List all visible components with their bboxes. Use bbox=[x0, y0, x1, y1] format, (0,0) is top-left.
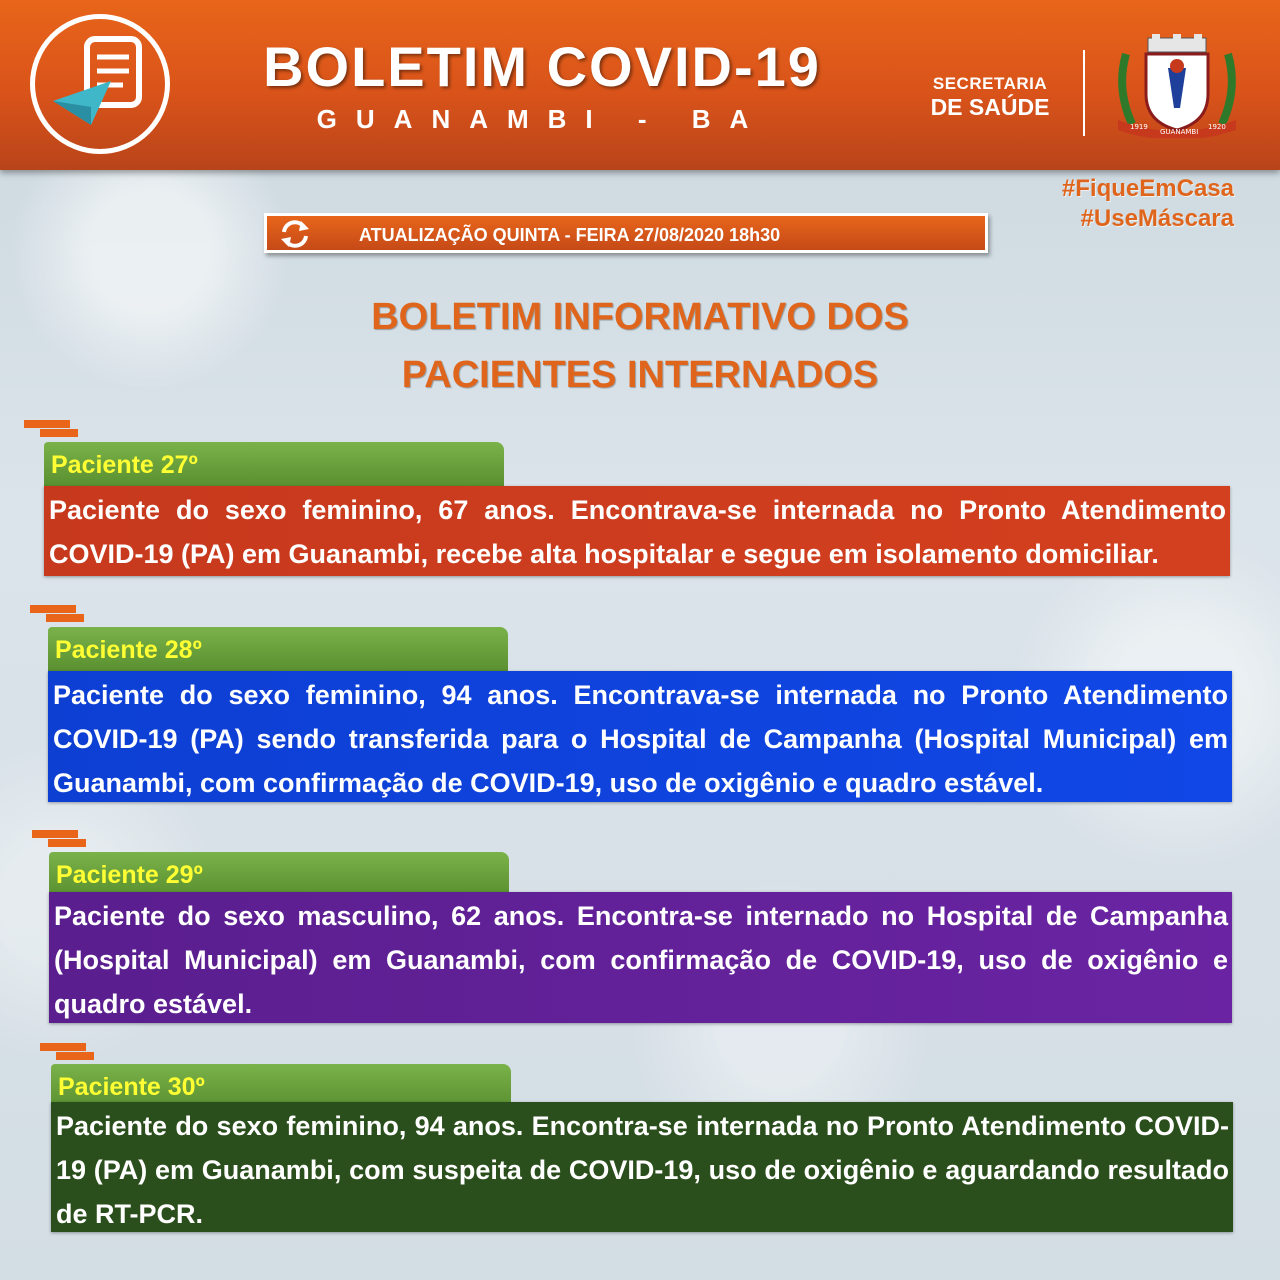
patient-description: Paciente do sexo feminino, 94 anos. Encontrava-se internada no Pronto Atendimento COVID-19 (PA) sendo transferida para o Hospital de Campanha (Hospital Municipal) em Guanambi, com confirmação de COVID-19, uso de oxigênio e quadro estável. bbox=[48, 671, 1232, 802]
patient-tag: Paciente 28º bbox=[48, 627, 508, 671]
main-heading bbox=[240, 288, 1040, 404]
refresh-icon bbox=[279, 219, 311, 254]
secretaria-line1: SECRETARIA bbox=[932, 74, 1048, 93]
patient-tag: Paciente 30º bbox=[51, 1064, 511, 1108]
patient-tag: Paciente 29º bbox=[49, 852, 509, 896]
patient-description: Paciente do sexo feminino, 94 anos. Encontra-se internada no Pronto Atendimento COVID-19 (PA) em Guanambi, com suspeita de COVID-19, uso de oxigênio e aguardando resultado de RT-PCR. bbox=[51, 1102, 1233, 1232]
crest-year-left: 1919 bbox=[1130, 123, 1148, 131]
page-subtitle: GUANAMBI - BA bbox=[316, 104, 768, 134]
secretaria-label bbox=[910, 74, 1070, 121]
crest-year-right: 1920 bbox=[1208, 123, 1226, 131]
patient-description: Paciente do sexo masculino, 62 anos. Encontra-se internado no Hospital de Campanha (Hospital Municipal) em Guanambi, com confirmação de COVID-19, uso de oxigênio e quadro estável. bbox=[49, 892, 1232, 1023]
header-banner bbox=[0, 0, 1280, 170]
main-heading-line1: BOLETIM INFORMATIVO DOS bbox=[371, 296, 909, 338]
update-banner bbox=[264, 213, 988, 253]
patient-description: Paciente do sexo feminino, 67 anos. Encontrava-se internada no Pronto Atendimento COVID-19 (PA) em Guanambi, recebe alta hospitalar e segue em isolamento domiciliar. bbox=[44, 486, 1230, 576]
city-crest-icon bbox=[1112, 34, 1242, 143]
secretaria-line2: DE SAÚDE bbox=[930, 94, 1050, 120]
crest-label: GUANAMBI bbox=[1160, 128, 1199, 136]
hashtag-fique-em-casa: #FiqueEmCasa bbox=[1061, 175, 1234, 202]
header-divider bbox=[1083, 50, 1085, 136]
patient-tag: Paciente 27º bbox=[44, 442, 504, 486]
update-text: ATUALIZAÇÃO QUINTA - FEIRA 27/08/2020 18h30 bbox=[359, 225, 781, 245]
document-logo-icon bbox=[30, 14, 170, 154]
hashtags bbox=[1062, 174, 1234, 234]
page-title: BOLETIM COVID-19 bbox=[263, 35, 821, 98]
main-heading-line2: PACIENTES INTERNADOS bbox=[401, 354, 879, 396]
hashtag-use-mascara: #UseMáscara bbox=[1080, 205, 1234, 232]
